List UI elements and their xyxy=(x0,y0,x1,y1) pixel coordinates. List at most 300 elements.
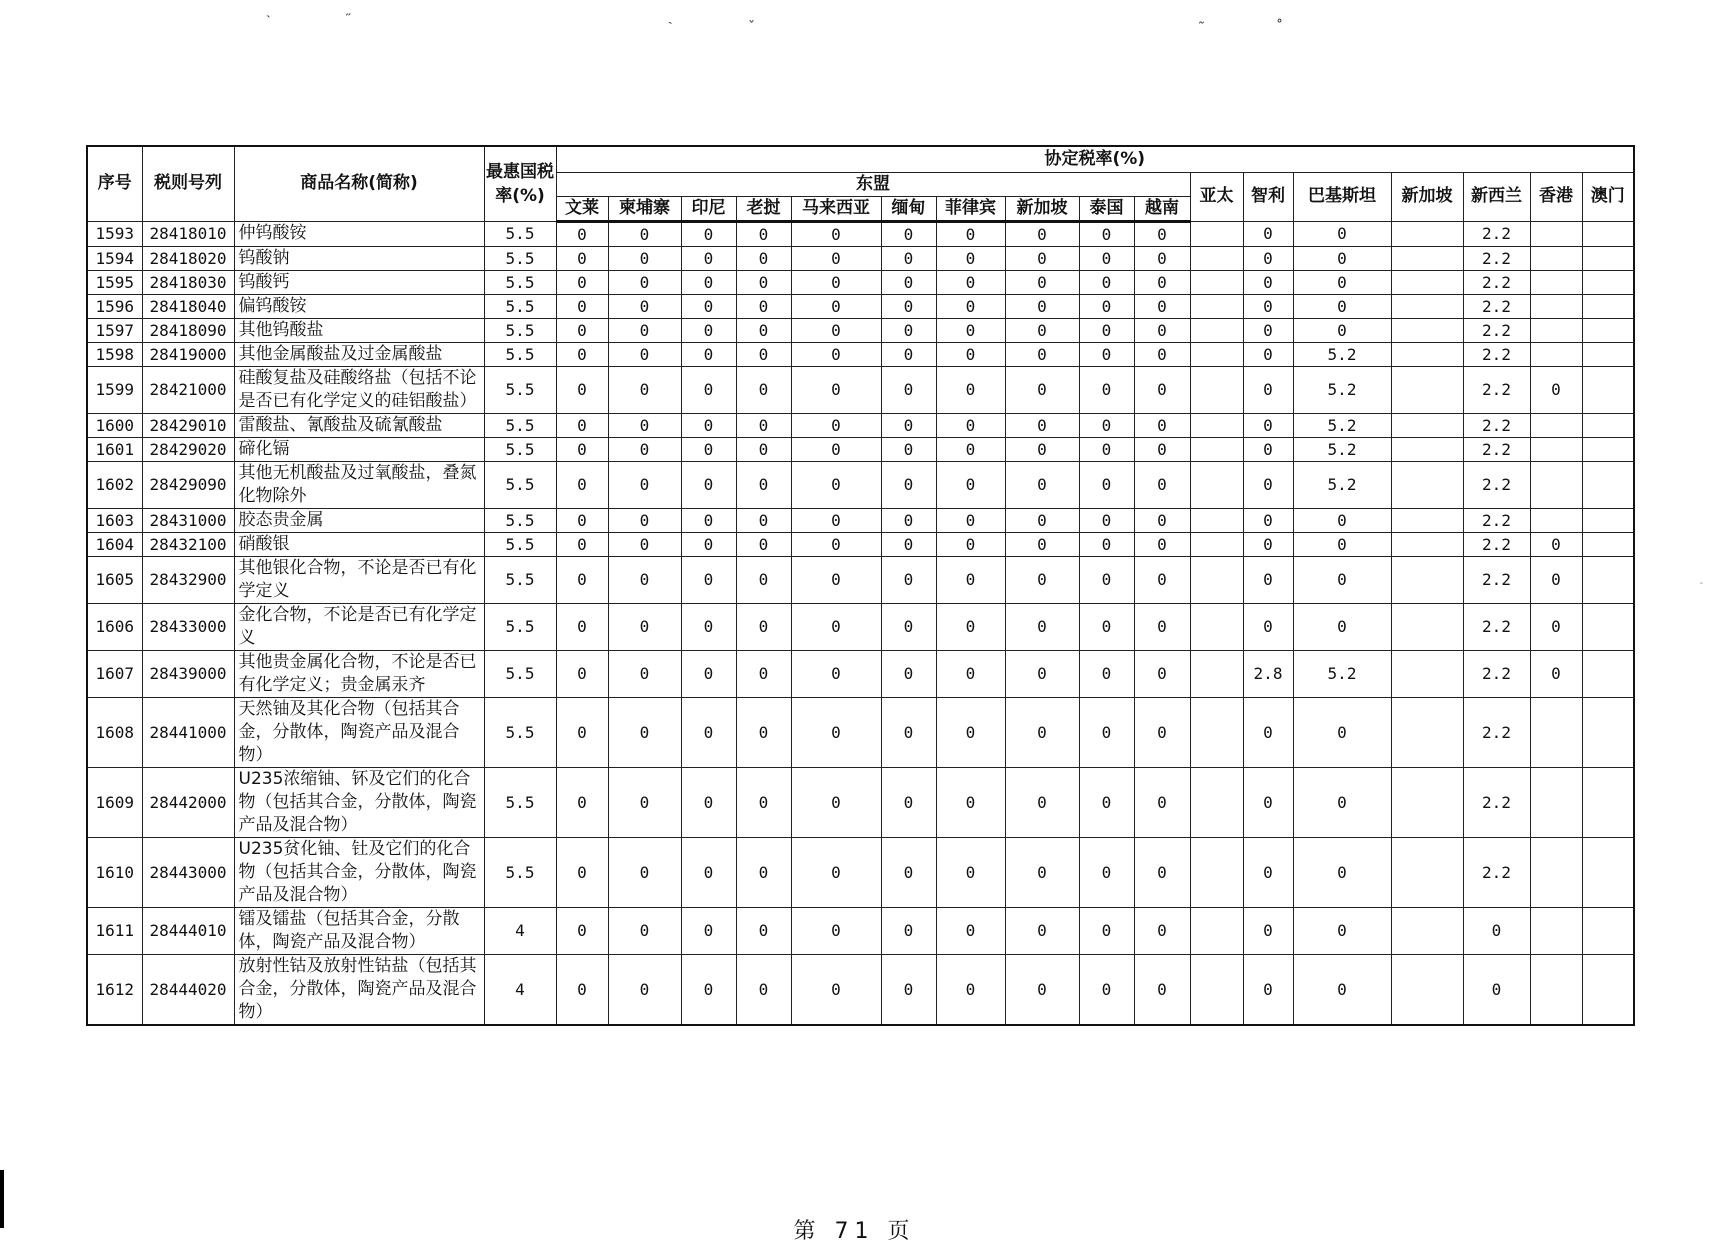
cell-other-rate: 0 xyxy=(1530,556,1582,603)
cell-asean-rate: 0 xyxy=(556,366,608,413)
cell-asean-rate: 0 xyxy=(1134,837,1190,907)
cell-mfn: 5.5 xyxy=(484,366,556,413)
cell-asean-rate: 0 xyxy=(1079,837,1134,907)
cell-asean-rate: 0 xyxy=(681,366,736,413)
cell-asean-rate: 0 xyxy=(936,837,1005,907)
cell-other-rate: 5.2 xyxy=(1293,437,1391,461)
cell-code: 28429090 xyxy=(142,461,234,508)
cell-asean-rate: 0 xyxy=(556,650,608,697)
cell-other-rate xyxy=(1391,650,1463,697)
cell-asean-rate: 0 xyxy=(1134,767,1190,837)
cell-asean-rate: 0 xyxy=(556,508,608,532)
cell-asean-rate: 0 xyxy=(1005,603,1079,650)
cell-mfn: 5.5 xyxy=(484,294,556,318)
cell-name: U235贫化铀、钍及它们的化合物（包括其合金，分散体，陶瓷产品及混合物） xyxy=(234,837,484,907)
cell-other-rate xyxy=(1530,954,1582,1025)
cell-asean-rate: 0 xyxy=(736,837,791,907)
cell-asean-rate: 0 xyxy=(608,767,681,837)
cell-other-rate xyxy=(1582,532,1634,556)
table-row xyxy=(87,221,1634,246)
col-header-asean-member: 越南 xyxy=(1134,196,1190,221)
cell-mfn: 5.5 xyxy=(484,603,556,650)
cell-asean-rate: 0 xyxy=(1079,294,1134,318)
table-row xyxy=(87,532,1634,556)
cell-other-rate xyxy=(1391,318,1463,342)
cell-asean-rate: 0 xyxy=(681,603,736,650)
cell-other-rate xyxy=(1391,294,1463,318)
cell-other-rate xyxy=(1530,767,1582,837)
cell-asean-rate: 0 xyxy=(881,246,936,270)
cell-other-rate xyxy=(1582,437,1634,461)
cell-asean-rate: 0 xyxy=(881,954,936,1025)
cell-asean-rate: 0 xyxy=(736,697,791,767)
cell-asean-rate: 0 xyxy=(736,954,791,1025)
cell-other-rate: 0 xyxy=(1293,221,1391,246)
cell-asean-rate: 0 xyxy=(1005,907,1079,954)
cell-name: 其他银化合物，不论是否已有化学定义 xyxy=(234,556,484,603)
cell-other-rate xyxy=(1530,413,1582,437)
cell-other-rate xyxy=(1582,246,1634,270)
cell-other-rate xyxy=(1190,603,1243,650)
cell-asean-rate: 0 xyxy=(936,318,1005,342)
cell-asean-rate: 0 xyxy=(1005,556,1079,603)
cell-other-rate xyxy=(1582,767,1634,837)
cell-asean-rate: 0 xyxy=(556,270,608,294)
cell-asean-rate: 0 xyxy=(736,342,791,366)
cell-name: 雷酸盐、氰酸盐及硫氰酸盐 xyxy=(234,413,484,437)
cell-other-rate xyxy=(1190,461,1243,508)
cell-asean-rate: 0 xyxy=(1134,437,1190,461)
table-row xyxy=(87,508,1634,532)
cell-asean-rate: 0 xyxy=(881,294,936,318)
cell-asean-rate: 0 xyxy=(1134,461,1190,508)
table-row xyxy=(87,837,1634,907)
cell-seq: 1607 xyxy=(87,650,142,697)
cell-seq: 1612 xyxy=(87,954,142,1025)
cell-asean-rate: 0 xyxy=(791,697,881,767)
cell-asean-rate: 0 xyxy=(736,907,791,954)
cell-other-rate xyxy=(1582,461,1634,508)
cell-code: 28444010 xyxy=(142,907,234,954)
cell-seq: 1595 xyxy=(87,270,142,294)
cell-asean-rate: 0 xyxy=(1134,246,1190,270)
cell-other-rate: 2.2 xyxy=(1463,556,1530,603)
cell-other-rate: 0 xyxy=(1293,603,1391,650)
cell-asean-rate: 0 xyxy=(1079,246,1134,270)
cell-asean-rate: 0 xyxy=(1079,767,1134,837)
cell-asean-rate: 0 xyxy=(881,697,936,767)
col-header-mfn: 最惠国税率(%) xyxy=(484,146,556,221)
cell-asean-rate: 0 xyxy=(1005,650,1079,697)
cell-asean-rate: 0 xyxy=(1134,650,1190,697)
cell-mfn: 5.5 xyxy=(484,767,556,837)
cell-other-rate xyxy=(1530,837,1582,907)
cell-asean-rate: 0 xyxy=(608,532,681,556)
cell-asean-rate: 0 xyxy=(681,697,736,767)
cell-other-rate: 0 xyxy=(1463,907,1530,954)
cell-name: U235浓缩铀、钚及它们的化合物（包括其合金，分散体，陶瓷产品及混合物） xyxy=(234,767,484,837)
cell-other-rate xyxy=(1190,366,1243,413)
cell-asean-rate: 0 xyxy=(608,318,681,342)
cell-asean-rate: 0 xyxy=(936,697,1005,767)
cell-asean-rate: 0 xyxy=(681,837,736,907)
cell-asean-rate: 0 xyxy=(1005,767,1079,837)
cell-other-rate xyxy=(1391,556,1463,603)
table-row xyxy=(87,603,1634,650)
cell-mfn: 5.5 xyxy=(484,461,556,508)
cell-asean-rate: 0 xyxy=(736,246,791,270)
cell-asean-rate: 0 xyxy=(791,532,881,556)
table-row xyxy=(87,413,1634,437)
col-header-other: 智利 xyxy=(1243,172,1293,221)
cell-asean-rate: 0 xyxy=(556,837,608,907)
cell-asean-rate: 0 xyxy=(1079,270,1134,294)
cell-asean-rate: 0 xyxy=(1079,697,1134,767)
table-row xyxy=(87,767,1634,837)
cell-name: 其他钨酸盐 xyxy=(234,318,484,342)
scan-speck: - xyxy=(1699,578,1703,589)
cell-asean-rate: 0 xyxy=(681,270,736,294)
cell-asean-rate: 0 xyxy=(881,318,936,342)
cell-other-rate: 0 xyxy=(1243,318,1293,342)
cell-other-rate xyxy=(1391,767,1463,837)
col-header-asean-member: 新加坡 xyxy=(1005,196,1079,221)
cell-asean-rate: 0 xyxy=(556,907,608,954)
cell-other-rate xyxy=(1190,837,1243,907)
cell-other-rate: 0 xyxy=(1293,954,1391,1025)
scan-speck: ˶ xyxy=(346,5,351,21)
table-header xyxy=(87,146,1634,221)
cell-name: 金化合物，不论是否已有化学定义 xyxy=(234,603,484,650)
cell-other-rate: 0 xyxy=(1530,603,1582,650)
cell-asean-rate: 0 xyxy=(1079,603,1134,650)
cell-asean-rate: 0 xyxy=(1134,270,1190,294)
cell-name: 硅酸复盐及硅酸络盐（包括不论是否已有化学定义的硅铝酸盐） xyxy=(234,366,484,413)
cell-asean-rate: 0 xyxy=(936,556,1005,603)
cell-asean-rate: 0 xyxy=(1005,697,1079,767)
cell-asean-rate: 0 xyxy=(1134,294,1190,318)
cell-asean-rate: 0 xyxy=(608,508,681,532)
cell-other-rate: 0 xyxy=(1243,221,1293,246)
cell-asean-rate: 0 xyxy=(881,532,936,556)
cell-asean-rate: 0 xyxy=(681,342,736,366)
cell-other-rate xyxy=(1190,221,1243,246)
cell-seq: 1596 xyxy=(87,294,142,318)
cell-asean-rate: 0 xyxy=(608,294,681,318)
cell-other-rate xyxy=(1190,294,1243,318)
cell-asean-rate: 0 xyxy=(736,532,791,556)
cell-seq: 1603 xyxy=(87,508,142,532)
cell-asean-rate: 0 xyxy=(1005,508,1079,532)
col-header-asean-member: 马来西亚 xyxy=(791,196,881,221)
cell-other-rate: 2.2 xyxy=(1463,650,1530,697)
cell-mfn: 5.5 xyxy=(484,246,556,270)
cell-name: 硝酸银 xyxy=(234,532,484,556)
cell-asean-rate: 0 xyxy=(791,437,881,461)
cell-asean-rate: 0 xyxy=(608,954,681,1025)
cell-asean-rate: 0 xyxy=(1134,907,1190,954)
cell-other-rate: 0 xyxy=(1293,767,1391,837)
cell-seq: 1597 xyxy=(87,318,142,342)
cell-other-rate xyxy=(1530,461,1582,508)
cell-mfn: 5.5 xyxy=(484,837,556,907)
table-row xyxy=(87,907,1634,954)
scan-speck: ˯ xyxy=(748,7,755,23)
cell-mfn: 5.5 xyxy=(484,650,556,697)
cell-seq: 1609 xyxy=(87,767,142,837)
cell-other-rate xyxy=(1391,461,1463,508)
cell-name: 碲化镉 xyxy=(234,437,484,461)
col-header-other: 香港 xyxy=(1530,172,1582,221)
cell-other-rate xyxy=(1391,837,1463,907)
cell-seq: 1605 xyxy=(87,556,142,603)
cell-asean-rate: 0 xyxy=(791,366,881,413)
cell-other-rate: 5.2 xyxy=(1293,342,1391,366)
cell-code: 28439000 xyxy=(142,650,234,697)
cell-other-rate: 0 xyxy=(1243,294,1293,318)
cell-other-rate xyxy=(1582,318,1634,342)
cell-mfn: 4 xyxy=(484,954,556,1025)
cell-other-rate: 2.2 xyxy=(1463,342,1530,366)
cell-asean-rate: 0 xyxy=(608,366,681,413)
cell-asean-rate: 0 xyxy=(1005,532,1079,556)
cell-asean-rate: 0 xyxy=(1079,437,1134,461)
cell-asean-rate: 0 xyxy=(936,270,1005,294)
cell-asean-rate: 0 xyxy=(881,603,936,650)
cell-other-rate: 2.2 xyxy=(1463,837,1530,907)
col-header-asean-member: 菲律宾 xyxy=(936,196,1005,221)
cell-other-rate xyxy=(1391,532,1463,556)
cell-mfn: 5.5 xyxy=(484,342,556,366)
cell-other-rate: 0 xyxy=(1463,954,1530,1025)
cell-asean-rate: 0 xyxy=(936,767,1005,837)
col-header-other: 新西兰 xyxy=(1463,172,1530,221)
cell-other-rate xyxy=(1391,508,1463,532)
cell-seq: 1594 xyxy=(87,246,142,270)
tariff-table xyxy=(86,145,1635,1026)
cell-other-rate: 0 xyxy=(1530,532,1582,556)
cell-other-rate: 0 xyxy=(1293,246,1391,270)
cell-mfn: 5.5 xyxy=(484,532,556,556)
cell-other-rate: 0 xyxy=(1293,270,1391,294)
cell-asean-rate: 0 xyxy=(608,246,681,270)
cell-asean-rate: 0 xyxy=(791,318,881,342)
cell-name: 胶态贵金属 xyxy=(234,508,484,532)
cell-asean-rate: 0 xyxy=(556,318,608,342)
cell-asean-rate: 0 xyxy=(936,342,1005,366)
cell-asean-rate: 0 xyxy=(681,556,736,603)
cell-asean-rate: 0 xyxy=(736,650,791,697)
cell-other-rate: 0 xyxy=(1293,508,1391,532)
cell-other-rate xyxy=(1582,270,1634,294)
cell-other-rate xyxy=(1530,907,1582,954)
cell-code: 28429020 xyxy=(142,437,234,461)
cell-other-rate xyxy=(1582,837,1634,907)
cell-asean-rate: 0 xyxy=(791,246,881,270)
cell-asean-rate: 0 xyxy=(556,437,608,461)
cell-other-rate: 0 xyxy=(1243,461,1293,508)
table-row xyxy=(87,954,1634,1025)
table-row xyxy=(87,318,1634,342)
cell-name: 钨酸钠 xyxy=(234,246,484,270)
cell-asean-rate: 0 xyxy=(1079,221,1134,246)
scan-speck: ˳ xyxy=(1276,7,1283,23)
cell-asean-rate: 0 xyxy=(556,413,608,437)
col-header-other: 亚太 xyxy=(1190,172,1243,221)
cell-other-rate xyxy=(1190,556,1243,603)
cell-asean-rate: 0 xyxy=(791,650,881,697)
cell-asean-rate: 0 xyxy=(936,907,1005,954)
cell-other-rate: 0 xyxy=(1243,246,1293,270)
cell-other-rate: 0 xyxy=(1243,697,1293,767)
cell-other-rate: 0 xyxy=(1243,437,1293,461)
cell-asean-rate: 0 xyxy=(791,603,881,650)
cell-other-rate xyxy=(1530,697,1582,767)
cell-asean-rate: 0 xyxy=(681,318,736,342)
cell-asean-rate: 0 xyxy=(1134,954,1190,1025)
cell-other-rate: 2.2 xyxy=(1463,294,1530,318)
cell-other-rate xyxy=(1190,954,1243,1025)
cell-other-rate: 0 xyxy=(1293,318,1391,342)
cell-other-rate: 2.8 xyxy=(1243,650,1293,697)
col-header-asean-member: 缅甸 xyxy=(881,196,936,221)
cell-asean-rate: 0 xyxy=(681,954,736,1025)
cell-asean-rate: 0 xyxy=(681,907,736,954)
cell-asean-rate: 0 xyxy=(736,366,791,413)
cell-other-rate xyxy=(1582,907,1634,954)
cell-code: 28429010 xyxy=(142,413,234,437)
cell-asean-rate: 0 xyxy=(1134,221,1190,246)
cell-code: 28442000 xyxy=(142,767,234,837)
cell-asean-rate: 0 xyxy=(681,294,736,318)
table-row xyxy=(87,697,1634,767)
cell-code: 28421000 xyxy=(142,366,234,413)
cell-seq: 1593 xyxy=(87,221,142,246)
cell-name: 其他金属酸盐及过金属酸盐 xyxy=(234,342,484,366)
cell-other-rate: 2.2 xyxy=(1463,246,1530,270)
cell-other-rate xyxy=(1582,508,1634,532)
cell-other-rate: 2.2 xyxy=(1463,508,1530,532)
cell-asean-rate: 0 xyxy=(881,342,936,366)
cell-asean-rate: 0 xyxy=(1079,342,1134,366)
cell-other-rate: 0 xyxy=(1243,767,1293,837)
cell-code: 28443000 xyxy=(142,837,234,907)
cell-code: 28444020 xyxy=(142,954,234,1025)
cell-name: 其他贵金属化合物，不论是否已有化学定义；贵金属汞齐 xyxy=(234,650,484,697)
page-number: 第 71 页 xyxy=(793,1219,916,1244)
cell-asean-rate: 0 xyxy=(881,508,936,532)
scan-speck: ˴ xyxy=(266,7,271,23)
cell-asean-rate: 0 xyxy=(681,532,736,556)
cell-asean-rate: 0 xyxy=(1005,270,1079,294)
cell-other-rate xyxy=(1582,603,1634,650)
cell-asean-rate: 0 xyxy=(608,221,681,246)
cell-asean-rate: 0 xyxy=(556,556,608,603)
cell-other-rate: 0 xyxy=(1243,270,1293,294)
cell-other-rate xyxy=(1582,221,1634,246)
cell-asean-rate: 0 xyxy=(1079,508,1134,532)
cell-asean-rate: 0 xyxy=(1134,342,1190,366)
cell-other-rate: 0 xyxy=(1293,837,1391,907)
cell-asean-rate: 0 xyxy=(556,603,608,650)
cell-asean-rate: 0 xyxy=(881,413,936,437)
cell-other-rate: 5.2 xyxy=(1293,461,1391,508)
col-header-other: 澳门 xyxy=(1582,172,1634,221)
cell-other-rate xyxy=(1190,907,1243,954)
cell-other-rate xyxy=(1530,342,1582,366)
cell-other-rate: 0 xyxy=(1243,954,1293,1025)
cell-code: 28433000 xyxy=(142,603,234,650)
cell-asean-rate: 0 xyxy=(1079,907,1134,954)
cell-other-rate: 0 xyxy=(1243,556,1293,603)
cell-other-rate xyxy=(1190,508,1243,532)
cell-other-rate: 0 xyxy=(1243,366,1293,413)
cell-asean-rate: 0 xyxy=(736,461,791,508)
cell-code: 28432900 xyxy=(142,556,234,603)
cell-asean-rate: 0 xyxy=(556,767,608,837)
cell-mfn: 5.5 xyxy=(484,221,556,246)
cell-other-rate xyxy=(1391,246,1463,270)
col-header-seq: 序号 xyxy=(87,146,142,221)
cell-other-rate xyxy=(1190,246,1243,270)
cell-other-rate: 2.2 xyxy=(1463,366,1530,413)
cell-asean-rate: 0 xyxy=(791,508,881,532)
cell-asean-rate: 0 xyxy=(1134,532,1190,556)
cell-asean-rate: 0 xyxy=(936,508,1005,532)
cell-other-rate: 2.2 xyxy=(1463,270,1530,294)
table-body xyxy=(87,221,1634,1025)
cell-asean-rate: 0 xyxy=(1005,294,1079,318)
table-row xyxy=(87,461,1634,508)
cell-asean-rate: 0 xyxy=(791,954,881,1025)
cell-other-rate: 0 xyxy=(1243,837,1293,907)
cell-other-rate: 0 xyxy=(1293,532,1391,556)
cell-seq: 1602 xyxy=(87,461,142,508)
col-header-asean-member: 柬埔寨 xyxy=(608,196,681,221)
cell-code: 28431000 xyxy=(142,508,234,532)
cell-asean-rate: 0 xyxy=(681,413,736,437)
cell-other-rate xyxy=(1530,270,1582,294)
cell-other-rate: 2.2 xyxy=(1463,413,1530,437)
cell-asean-rate: 0 xyxy=(881,767,936,837)
cell-asean-rate: 0 xyxy=(936,246,1005,270)
cell-other-rate xyxy=(1391,954,1463,1025)
cell-asean-rate: 0 xyxy=(936,437,1005,461)
cell-mfn: 5.5 xyxy=(484,508,556,532)
cell-asean-rate: 0 xyxy=(1005,366,1079,413)
cell-name: 镭及镭盐（包括其合金，分散体，陶瓷产品及混合物） xyxy=(234,907,484,954)
cell-other-rate xyxy=(1391,437,1463,461)
cell-seq: 1606 xyxy=(87,603,142,650)
cell-other-rate xyxy=(1391,366,1463,413)
cell-asean-rate: 0 xyxy=(608,461,681,508)
col-header-asean-member: 印尼 xyxy=(681,196,736,221)
cell-other-rate xyxy=(1530,294,1582,318)
cell-seq: 1610 xyxy=(87,837,142,907)
cell-asean-rate: 0 xyxy=(681,221,736,246)
scan-specks xyxy=(0,0,1709,60)
cell-other-rate: 5.2 xyxy=(1293,650,1391,697)
cell-other-rate: 2.2 xyxy=(1463,603,1530,650)
cell-other-rate: 0 xyxy=(1293,556,1391,603)
cell-other-rate xyxy=(1391,907,1463,954)
cell-asean-rate: 0 xyxy=(556,461,608,508)
cell-asean-rate: 0 xyxy=(1005,342,1079,366)
cell-other-rate xyxy=(1582,697,1634,767)
cell-code: 28441000 xyxy=(142,697,234,767)
col-header-asean-member: 文莱 xyxy=(556,196,608,221)
cell-asean-rate: 0 xyxy=(881,221,936,246)
